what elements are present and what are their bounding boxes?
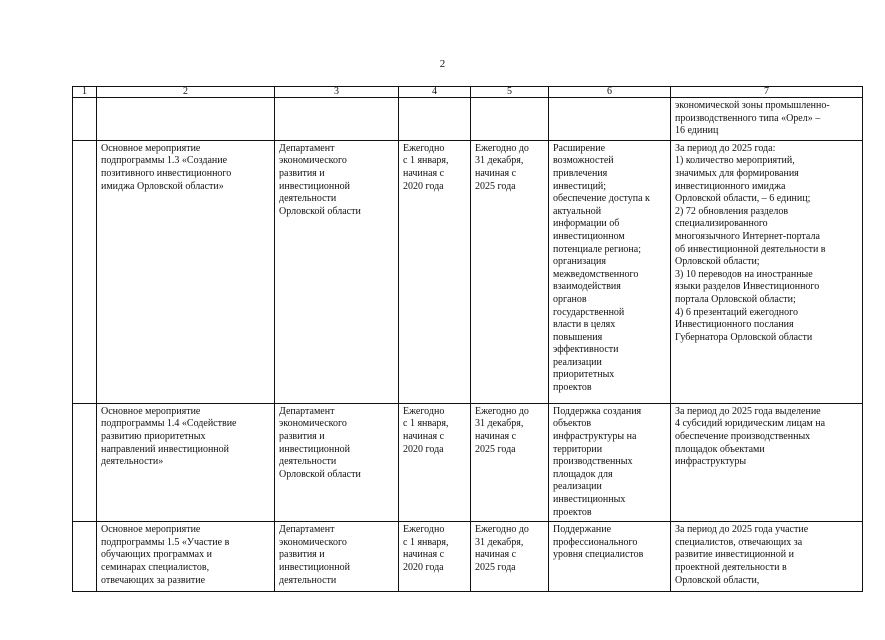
- header-col-6: 6: [549, 87, 671, 98]
- number-cell: [73, 140, 97, 403]
- result-cell: [549, 98, 671, 141]
- measure-cell: Основное мероприятие подпрограммы 1.5 «Участие в обучающих программах и семинарах специалистов, отвечающих за развитие: [97, 522, 275, 592]
- header-col-7: 7: [671, 87, 863, 98]
- executor-cell: [275, 98, 399, 141]
- page-number: 2: [439, 58, 446, 70]
- start-date-cell: Ежегодно с 1 января, начиная с 2020 года: [399, 522, 471, 592]
- table-row: [73, 98, 863, 141]
- table-row: [73, 522, 863, 592]
- measure-cell: Основное мероприятие подпрограммы 1.4 «Содействие развитию приоритетных направлений инвестиционной деятельности»: [97, 403, 275, 521]
- table-row: [73, 403, 863, 521]
- executor-cell: Департамент экономического развития и инвестиционной деятельности Орловской области: [275, 140, 399, 403]
- start-date-cell: Ежегодно с 1 января, начиная с 2020 года: [399, 140, 471, 403]
- indicator-cell: За период до 2025 года участие специалистов, отвечающих за развитие инвестиционной и проектной деятельности в Орловской области,: [671, 522, 863, 592]
- header-col-4: 4: [399, 87, 471, 98]
- end-date-cell: Ежегодно до 31 декабря, начиная с 2025 года: [471, 522, 549, 592]
- result-cell: Поддержка создания объектов инфраструктуры на территории производственных площадок для реализации инвестиционных проектов: [549, 403, 671, 521]
- measure-cell: [97, 98, 275, 141]
- indicator-cell: За период до 2025 года выделение 4 субсидий юридическим лицам на обеспечение производственных площадок объектами инфраструктуры: [671, 403, 863, 521]
- end-date-cell: Ежегодно до 31 декабря, начиная с 2025 года: [471, 140, 549, 403]
- number-cell: [73, 403, 97, 521]
- indicator-cell: экономической зоны промышленно- производственного типа «Орел» – 16 единиц: [671, 98, 863, 141]
- header-col-5: 5: [471, 87, 549, 98]
- header-col-2: 2: [97, 87, 275, 98]
- start-date-cell: Ежегодно с 1 января, начиная с 2020 года: [399, 403, 471, 521]
- number-cell: [73, 98, 97, 141]
- indicator-cell: За период до 2025 года: 1) количество мероприятий, значимых для формирования инвестиционного имиджа Орловской области, – 6 единиц; 2) 72 обновления разделов специализированного многоязычного Интернет-портала об инвестиционной деятельности в Орловской области; 3) 10 переводов на иностранные языки разделов Инвестиционного портала Орловской области; 4) 6 презентаций ежегодного Инвестиционного послания Губернатора Орловской области: [671, 140, 863, 403]
- executor-cell: Департамент экономического развития и инвестиционной деятельности Орловской области: [275, 403, 399, 521]
- measure-cell: Основное мероприятие подпрограммы 1.3 «Создание позитивного инвестиционного имиджа Орловской области»: [97, 140, 275, 403]
- header-row: [73, 87, 863, 98]
- header-col-1: 1: [73, 87, 97, 98]
- header-col-3: 3: [275, 87, 399, 98]
- end-date-cell: Ежегодно до 31 декабря, начиная с 2025 года: [471, 403, 549, 521]
- start-date-cell: [399, 98, 471, 141]
- result-cell: Поддержание профессионального уровня специалистов: [549, 522, 671, 592]
- executor-cell: Департамент экономического развития и инвестиционной деятельности: [275, 522, 399, 592]
- end-date-cell: [471, 98, 549, 141]
- result-cell: Расширение возможностей привлечения инвестиций; обеспечение доступа к актуальной информации об инвестиционном потенциале региона; организация межведомственного взаимодействия органов государственной власти в целях повышения эффективности реализации приоритетных проектов: [549, 140, 671, 403]
- table-row: [73, 140, 863, 403]
- number-cell: [73, 522, 97, 592]
- measures-table: [72, 86, 863, 592]
